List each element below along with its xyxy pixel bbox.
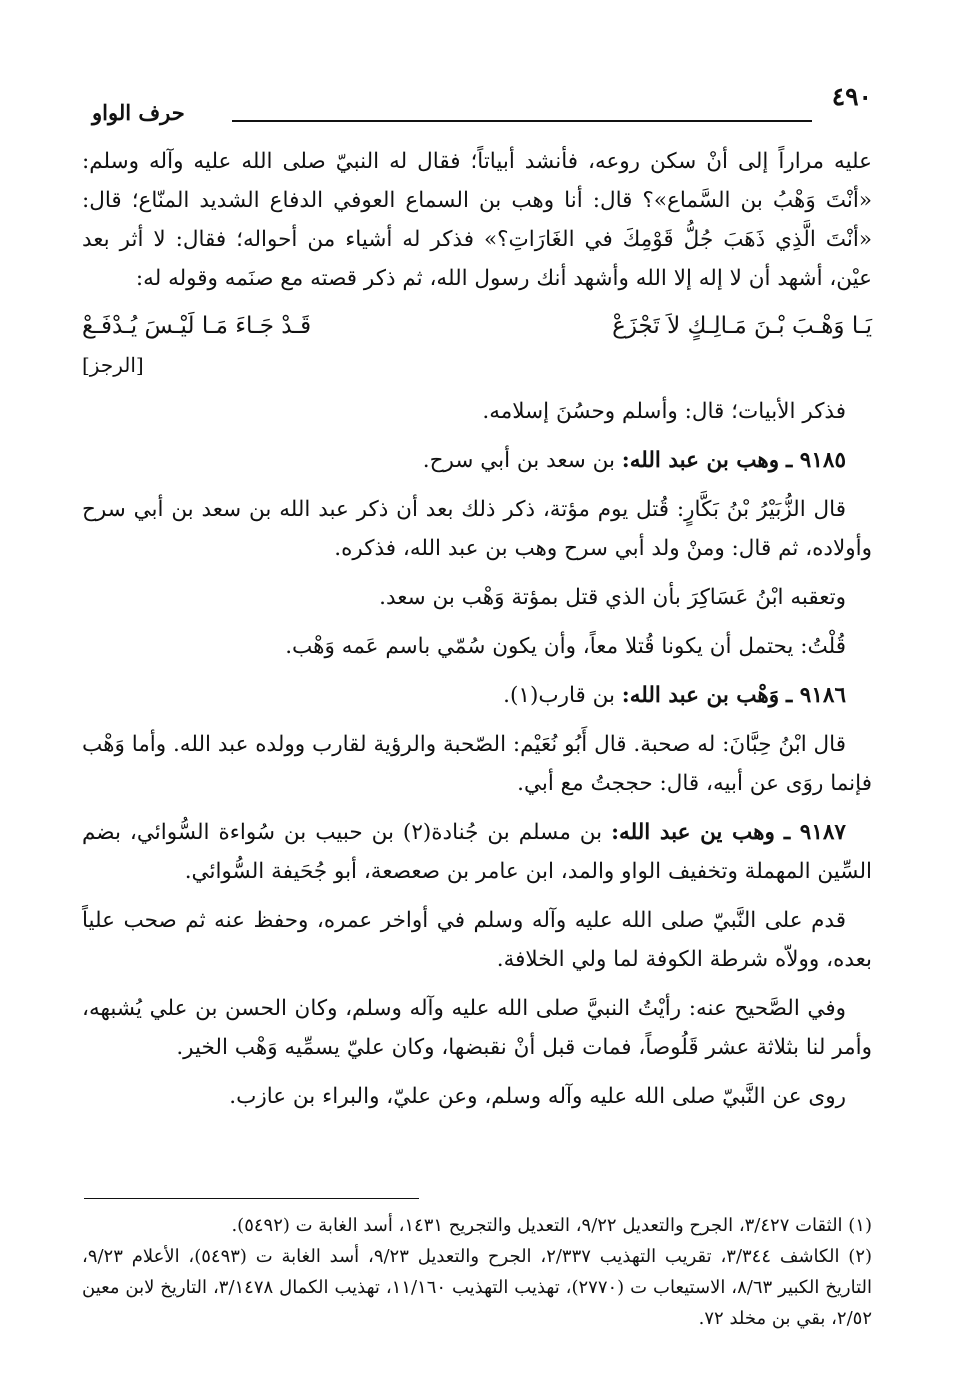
entry-name: وهب بن عبد الله: <box>621 448 780 473</box>
paragraph: روى عن النَّبيّ صلى الله عليه وآله وسلم، وعن عليّ، والبراء بن عازب. <box>229 1084 846 1109</box>
entry-text: بن مسلم بن جُنادة(٢) بن حبيب بن سُواءة السُّوائي، بضم السِّين المهملة وتخفيف الواو والمد، ابن عامر بن صعصعة، أبو جُحَيفة السُّوائي. <box>82 820 872 884</box>
footnote-rule <box>84 1198 419 1199</box>
paragraph: عليه مراراً إلى أنْ سكن روعه، فأنشد أبياتاً؛ فقال له النبيّ صلى الله عليه وآله وسلم: «أنْتَ وَهْبُ بن السَّماع»؟ قال: أنا وهب بن السماع العوفي الدفاع الشديد المنّاع؛ قال: «أنْتَ الَّذِي ذَهَبَ جُلُّ قَوْمِكَ في الغَارَاتِ؟» فذكر له أشياء من أحواله؛ فقال: لا أثر بعد عيْن، أشهد أن لا إله إلا الله وأشهد أنك رسول الله، ثم ذكر قصته مع صنَمه وقوله له: <box>82 149 872 291</box>
paragraph: قُلْتُ: يحتمل أن يكونا قُتلا معاً، وأن يكون سُمّي باسم عَمه وَهْب. <box>285 634 846 659</box>
paragraph: وفي الصَّحيح عنه: رأيْتُ النبيَّ صلى الله عليه وآله وسلم، وكان الحسن بن علي يُشبهه، وأمر لنا بثلاثة عشر قَلُوصاً، فمات قبل أنْ نقبضها، وكان عليّ يسمِّيه وَهْب الخير. <box>82 996 872 1060</box>
entry-name: وهب ين عبد الله: <box>611 820 775 845</box>
footnote-2: (٢) الكاشف ٣/٣٤٤، تقريب التهذيب ٢/٣٣٧، الجرح والتعديل ٩/٢٣، أسد الغابة ت (٥٤٩٣)، الأعلام ٩/٢٣، التاريخ الكبير ٨/٦٣، الاستيعاب ت (٢٧٧٠)، تهذيب التهذيب ١١/١٦٠، تهذيب الكمال ٣/١٤٧٨، التاريخ لابن معين ٢/٥٢، بقي بن مخلد ٧٢. <box>82 1246 873 1329</box>
paragraph: وتعقبه ابْنُ عَسَاكِرَ بأن الذي قتل بمؤتة وَهْب بن سعد. <box>379 585 846 610</box>
entry-name: وَهْب بن عبد الله: <box>621 683 780 708</box>
entry-9185 <box>82 441 872 480</box>
paragraph: فذكر الأبيات؛ قال: وأسلم وحسُنَ إسلامه. <box>482 399 846 424</box>
verse-hemistich-right: يَـا وَهْـبَ بْـنَ مَـالِـكٍ لاَ تَجْزَعْ <box>612 313 872 339</box>
paragraph: قدم على النَّبيّ صلى الله عليه وآله وسلم في أواخر عمره، وحفظ عنه ثم صحب علياً بعده، وولاّه شرطة الكوفة لما ولي الخلافة. <box>82 908 872 972</box>
verse-line <box>82 304 872 348</box>
page-number: ٤٩٠ <box>831 82 872 111</box>
entry-9187 <box>82 813 872 891</box>
entry-text: بن قارب(١). <box>503 683 622 708</box>
entry-number: ٩١٨٥ ـ <box>786 448 846 473</box>
footnotes <box>82 1210 872 1334</box>
running-title: حرف الواو <box>92 100 185 125</box>
header-rule <box>232 120 812 122</box>
footnote-1: (١) الثقات ٣/٤٢٧، الجرح والتعديل ٩/٢٢، التعديل والتجريح ١٤٣١، أسد الغابة ت (٥٤٩٢). <box>231 1215 872 1236</box>
entry-number: ٩١٨٧ ـ <box>783 820 846 845</box>
page-header <box>92 82 872 125</box>
entry-text: بن سعد بن أبي سرح. <box>422 448 622 473</box>
paragraph: قال الزُّبَيْرُ بْنُ بَكَّارٍ: قُتل يوم مؤتة، ذكر ذلك بعد أن ذكر عبد الله بن سعد بن أبي سرح وأولاده، ثم قال: ومنْ ولد أبي سرح وهب بن عبد الله، فذكره. <box>82 497 872 561</box>
page-body <box>82 142 872 1116</box>
entry-9186 <box>82 676 872 715</box>
paragraph: قال ابْنُ حِبَّانَ: له صحبة. قال أَبُو نُعَيْم: الصّحبة والرؤية لقارب وولده عبد الله. وأما وَهْب فإنما روَى عن أبيه، قال: حججتُ مع أبي. <box>82 732 872 796</box>
verse-hemistich-left: قَـدْ جَـاءَ مَـا لَيْـسَ يُـدْفَـعْ <box>82 313 312 339</box>
verse-meter: [الرجز] <box>82 353 144 377</box>
entry-number: ٩١٨٦ ـ <box>786 683 846 708</box>
